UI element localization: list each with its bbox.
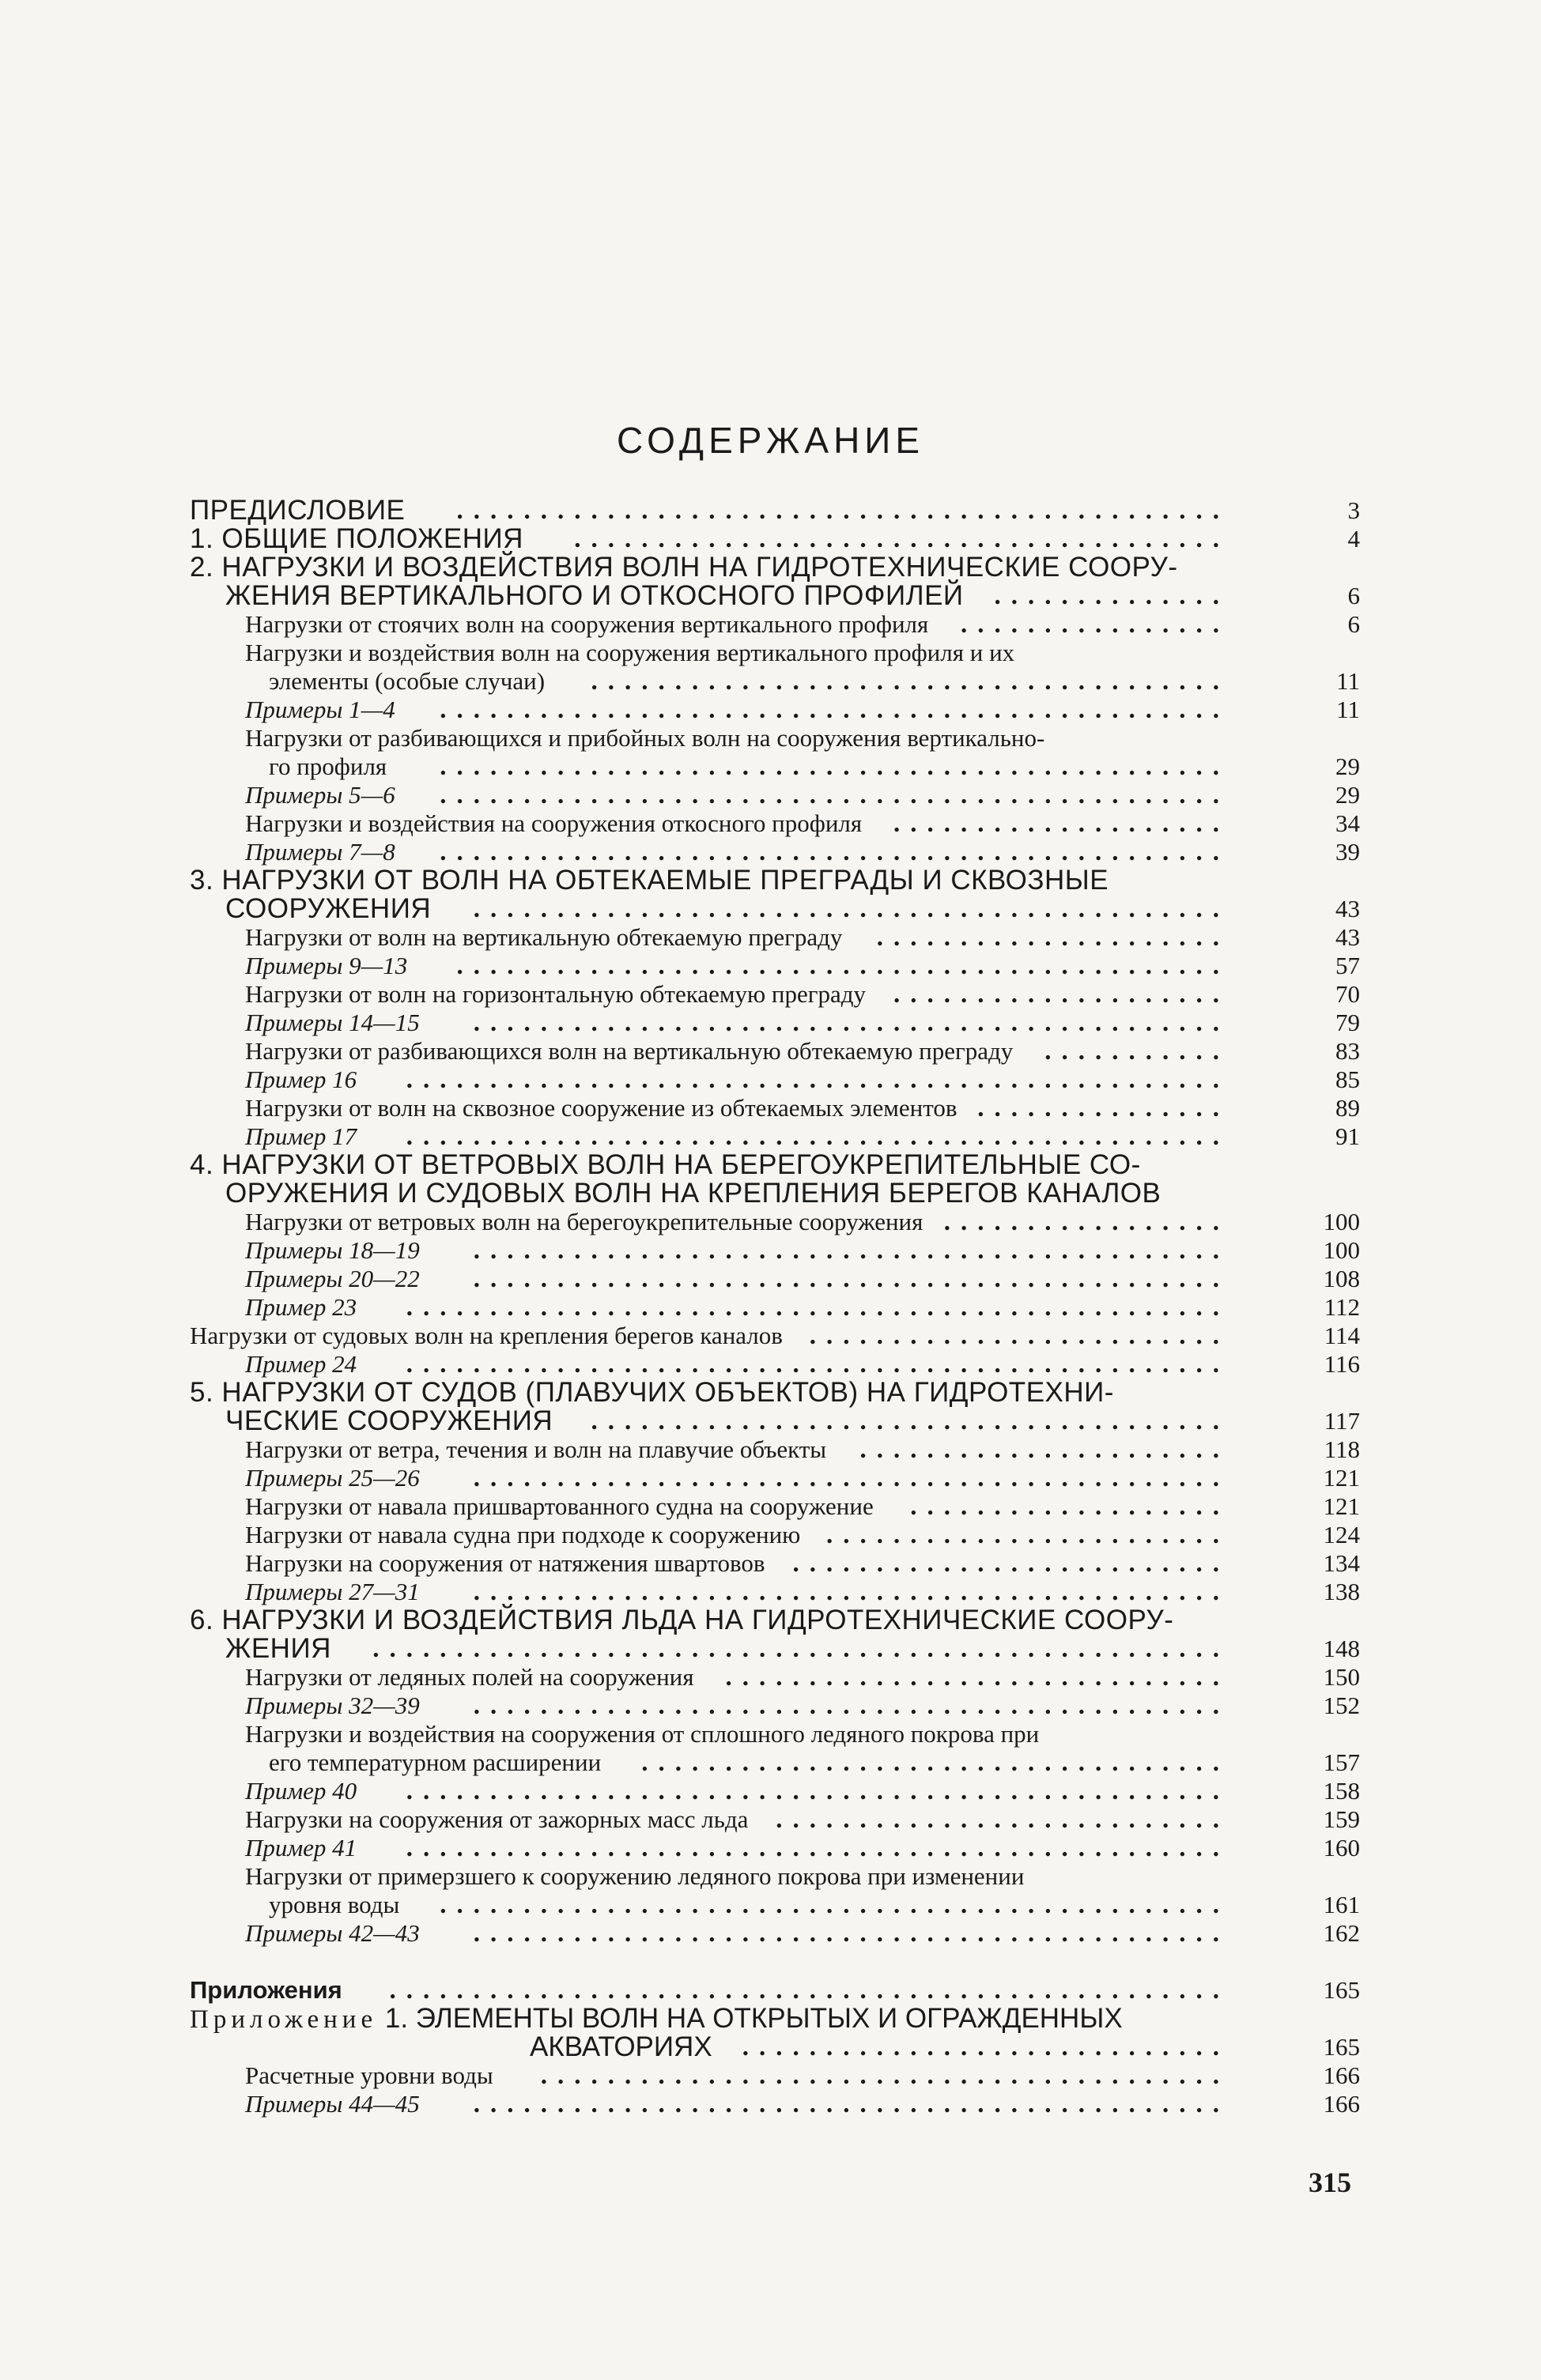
toc-entry-title: Примеры 1—4 — [245, 696, 395, 723]
toc-entry-title: Примеры 9—13 — [245, 952, 408, 979]
leader-dots: .............................................. — [456, 496, 1229, 525]
leader-dots: ......................... — [809, 1322, 1229, 1350]
toc-entry-page: 39 — [1335, 838, 1360, 866]
toc-entry-page: 89 — [1335, 1094, 1360, 1122]
toc-entry — [190, 1094, 1360, 1122]
toc-entry — [190, 1492, 1360, 1521]
toc-entry-page: 157 — [1323, 1748, 1360, 1776]
toc-entry — [190, 1692, 1360, 1720]
toc-entry-page: 100 — [1323, 1236, 1360, 1264]
toc-entry — [190, 1293, 1360, 1322]
toc-entry-title: ЖЕНИЯ ВЕРТИКАЛЬНОГО И ОТКОСНОГО ПРОФИЛЕЙ — [225, 580, 964, 611]
toc-entry-title: 5. НАГРУЗКИ ОТ СУДОВ (ПЛАВУЧИХ ОБЪЕКТОВ) НА ГИДРОТЕХНИ- — [190, 1377, 1114, 1408]
leader-dots: ........... — [1044, 1037, 1229, 1066]
toc-entry — [190, 1720, 1360, 1748]
toc-entry-title: элементы (особые случаи) — [269, 667, 546, 695]
toc-entry — [190, 923, 1360, 952]
toc-entry-page: 100 — [1323, 1208, 1360, 1235]
toc-entry — [190, 1379, 1360, 1407]
toc-entry-title: Пример 23 — [245, 1293, 357, 1321]
toc-entry — [190, 610, 1360, 639]
toc-entry-page: 6 — [1347, 610, 1360, 638]
toc-entry-title: Примеры 7—8 — [245, 838, 395, 866]
toc-entry-title: Нагрузки от волн на горизонтальную обтекаемую преграду — [245, 980, 866, 1008]
toc-entry — [190, 952, 1360, 980]
leader-dots: .............. — [994, 582, 1229, 610]
toc-entry — [190, 1037, 1360, 1066]
toc-entry-page: 29 — [1335, 781, 1360, 809]
toc-entry-title: Нагрузки от судовых волн на крепления берегов каналов — [190, 1322, 783, 1349]
toc-entry-page: 121 — [1323, 1464, 1360, 1492]
leader-dots: ...................................... — [591, 1407, 1229, 1435]
toc-entry — [190, 2005, 1360, 2033]
toc-entry-title: ЧЕСКИЕ СООРУЖЕНИЯ — [225, 1405, 553, 1436]
toc-entry-page: 161 — [1323, 1891, 1360, 1918]
toc-entry-title: Нагрузки от ветра, течения и волн на плавучие объекты — [245, 1435, 827, 1463]
toc-entry — [190, 496, 1360, 525]
toc-entry-title: Пример 17 — [245, 1122, 357, 1150]
toc-entry-page: 159 — [1323, 1805, 1360, 1833]
toc-entry-title: Нагрузки и воздействия на сооружения откосного профиля — [245, 809, 863, 837]
leader-dots: .............................................. — [456, 952, 1229, 980]
toc-entry-page: 83 — [1335, 1037, 1360, 1065]
leader-dots: .................... — [893, 980, 1229, 1009]
toc-entry — [190, 1265, 1360, 1293]
leader-dots: ............................................. — [473, 2090, 1229, 2118]
toc-entry-page: 114 — [1324, 1322, 1360, 1349]
toc-entry-title: Нагрузки от навала пришвартованного судна на сооружение — [245, 1492, 874, 1520]
toc-entry-title: Приложения — [190, 1976, 342, 2004]
toc-entry — [190, 1322, 1360, 1350]
toc-entry-title: 4. НАГРУЗКИ ОТ ВЕТРОВЫХ ВОЛН НА БЕРЕГОУКРЕПИТЕЛЬНЫЕ СО- — [190, 1149, 1141, 1180]
toc-entry — [190, 1663, 1360, 1692]
leader-dots: ......................................... — [540, 2061, 1229, 2090]
toc-entry-page: 43 — [1335, 895, 1360, 922]
toc-entry — [190, 1805, 1360, 1834]
leader-dots: ............................. — [742, 2033, 1229, 2061]
leader-dots: ................................................. — [406, 1834, 1229, 1862]
leader-dots: ................................................. — [406, 1350, 1229, 1379]
leader-dots: ............... — [977, 1094, 1229, 1122]
leader-dots: ............................................... — [440, 1891, 1229, 1919]
toc-entry-title: Нагрузки от навала судна при подходе к сооружению — [245, 1521, 801, 1548]
toc-entry-page: 165 — [1323, 2033, 1360, 2061]
toc-entry — [190, 1122, 1360, 1151]
toc-entry — [190, 667, 1360, 696]
toc-entry-title: ПРЕДИСЛОВИЕ — [190, 495, 406, 526]
toc-entry — [190, 1151, 1360, 1179]
toc-entry-page: 165 — [1323, 1976, 1360, 2004]
toc-entry-page: 152 — [1323, 1692, 1360, 1719]
toc-entry-title: Нагрузки от волн на вертикальную обтекаемую преграду — [245, 923, 843, 951]
toc-entry-title: Нагрузки от ледяных полей на сооружения — [245, 1663, 694, 1691]
leader-dots: ................................................. — [406, 1066, 1229, 1094]
toc-entry — [190, 866, 1360, 895]
leader-dots: ...................... — [859, 1435, 1229, 1464]
toc-entry — [190, 1976, 1360, 2005]
toc-entry-page: 124 — [1323, 1521, 1360, 1548]
toc-entry-title: Нагрузки от волн на сквозное сооружение из обтекаемых элементов — [245, 1094, 957, 1122]
toc-entry — [190, 553, 1360, 582]
toc-entry — [190, 1350, 1360, 1379]
toc-entry-title: Пример 41 — [245, 1834, 357, 1861]
toc-entry-page: 134 — [1323, 1549, 1360, 1577]
toc-entry-page: 34 — [1335, 809, 1360, 837]
toc-entry — [190, 781, 1360, 809]
leader-dots: ................. — [943, 1208, 1229, 1236]
toc-entry-title: его температурном расширении — [269, 1748, 602, 1776]
leader-dots: .............................. — [725, 1663, 1229, 1692]
toc-entry-title: го профиля — [269, 752, 387, 780]
toc-entry-title: уровня воды — [269, 1891, 400, 1918]
toc-entry-title: СООРУЖЕНИЯ — [225, 893, 432, 924]
toc-entry-title: Нагрузки на сооружения от зажорных масс льда — [245, 1805, 749, 1833]
toc-entry — [190, 1777, 1360, 1805]
toc-entry — [190, 980, 1360, 1009]
toc-entry — [190, 2061, 1360, 2090]
toc-entry — [190, 1635, 1360, 1663]
leader-dots: .................................................. — [389, 1976, 1229, 2005]
toc-entry — [190, 838, 1360, 866]
table-of-contents — [190, 496, 1360, 2118]
page-number: 315 — [1309, 2167, 1351, 2198]
toc-entry-page: 3 — [1347, 496, 1360, 524]
toc-entry-title: Нагрузки от разбивающихся волн на вертикальную обтекаемую преграду — [245, 1037, 1014, 1065]
toc-entry-page: 112 — [1324, 1293, 1360, 1321]
toc-entry-title: Нагрузки от разбивающихся и прибойных волн на сооружения вертикально- — [245, 724, 1045, 752]
toc-entry-page: 29 — [1335, 752, 1360, 780]
page-title: СОДЕРЖАНИЕ — [616, 420, 925, 461]
toc-entry-title: Нагрузки на сооружения от натяжения швартовов — [245, 1549, 765, 1577]
toc-entry-page: 57 — [1335, 952, 1360, 979]
toc-entry — [190, 1748, 1360, 1777]
toc-entry-title: АКВАТОРИЯХ — [530, 2031, 712, 2062]
toc-entry — [190, 1464, 1360, 1492]
leader-dots: ................... — [910, 1492, 1229, 1521]
toc-entry — [190, 1435, 1360, 1464]
toc-entry-title: ЖЕНИЯ — [225, 1633, 331, 1664]
toc-entry-page: 85 — [1335, 1066, 1360, 1093]
toc-entry — [190, 1862, 1360, 1891]
leader-dots: .......................... — [792, 1549, 1229, 1578]
toc-entry-title — [190, 2005, 1123, 2034]
toc-entry — [190, 1578, 1360, 1606]
toc-entry — [190, 639, 1360, 667]
toc-entry-title: Пример 16 — [245, 1066, 357, 1093]
toc-entry — [190, 1208, 1360, 1236]
toc-entry — [190, 724, 1360, 752]
toc-entry-page: 138 — [1323, 1578, 1360, 1605]
leader-dots: ................................................. — [406, 1122, 1229, 1151]
toc-entry-title-text: 1. ЭЛЕМЕНТЫ ВОЛН НА ОТКРЫТЫХ И ОГРАЖДЕННЫХ — [377, 2003, 1123, 2034]
leader-dots: ............................................... — [440, 781, 1229, 809]
toc-entry — [190, 1179, 1360, 1208]
toc-entry — [190, 2090, 1360, 2118]
toc-entry-page: 166 — [1323, 2061, 1360, 2089]
leader-dots: ............................................. — [473, 1009, 1229, 1037]
toc-entry-title: Расчетные уровни воды — [245, 2061, 493, 2089]
toc-entry-page: 148 — [1323, 1635, 1360, 1662]
toc-entry-title: Примеры 14—15 — [245, 1009, 420, 1036]
toc-entry-page: 11 — [1336, 667, 1360, 695]
toc-entry-page: 43 — [1335, 923, 1360, 951]
toc-entry — [190, 696, 1360, 724]
leader-dots: ............................................. — [473, 1236, 1229, 1265]
leader-dots: ............................................. — [473, 1265, 1229, 1293]
leader-dots: ................................... — [641, 1748, 1229, 1777]
leader-dots: ........................... — [776, 1805, 1229, 1834]
toc-entry-title: Пример 40 — [245, 1777, 357, 1805]
leader-dots: ........................ — [826, 1521, 1229, 1549]
toc-entry — [190, 1549, 1360, 1578]
toc-gap — [190, 1948, 1360, 1976]
toc-entry-page: 6 — [1347, 582, 1360, 609]
leader-dots: ................................................. — [406, 1293, 1229, 1322]
leader-dots: ............................................... — [440, 696, 1229, 724]
toc-entry-page: 108 — [1323, 1265, 1360, 1292]
toc-entry-page: 162 — [1323, 1919, 1360, 1947]
toc-entry — [190, 1919, 1360, 1948]
toc-entry-page: 79 — [1335, 1009, 1360, 1036]
leader-dots: .................... — [893, 809, 1229, 838]
toc-entry-title: Примеры 42—43 — [245, 1919, 420, 1947]
leader-dots: ................................................. — [406, 1777, 1229, 1805]
toc-entry-title: Примеры 20—22 — [245, 1265, 420, 1292]
toc-entry — [190, 1236, 1360, 1265]
toc-entry-title: Нагрузки от ветровых волн на берегоукрепительные сооружения — [245, 1208, 923, 1235]
toc-entry-title: Нагрузки от стоячих волн на сооружения вертикального профиля — [245, 610, 929, 638]
leader-dots: ....................................... — [574, 525, 1229, 553]
leader-dots: ................ — [961, 610, 1229, 639]
toc-entry-page: 117 — [1324, 1407, 1360, 1435]
toc-entry — [190, 1009, 1360, 1037]
toc-entry-title: Нагрузки от примерзшего к сооружению ледяного покрова при изменении — [245, 1862, 1025, 1890]
toc-entry-title: Примеры 44—45 — [245, 2090, 420, 2118]
leader-dots: ............................................. — [473, 1464, 1229, 1492]
toc-entry-page: 118 — [1324, 1435, 1360, 1463]
toc-entry-page: 91 — [1335, 1122, 1360, 1150]
toc-entry-page: 4 — [1347, 525, 1360, 553]
toc-entry — [190, 752, 1360, 781]
toc-entry-page: 150 — [1323, 1663, 1360, 1691]
toc-entry — [190, 809, 1360, 838]
toc-entry — [190, 2033, 1360, 2061]
toc-entry-title: Примеры 18—19 — [245, 1236, 420, 1264]
leader-dots: ..................... — [876, 923, 1229, 952]
toc-entry-title: 6. НАГРУЗКИ И ВОЗДЕЙСТВИЯ ЛЬДА НА ГИДРОТЕХНИЧЕСКИЕ СООРУ- — [190, 1605, 1174, 1635]
leader-dots: ............................................. — [473, 1692, 1229, 1720]
leader-dots: ............................................... — [440, 838, 1229, 866]
toc-entry-page: 166 — [1323, 2090, 1360, 2118]
toc-entry-title: Примеры 25—26 — [245, 1464, 420, 1492]
leader-dots: ............................................. — [473, 1578, 1229, 1606]
toc-entry-title: 3. НАГРУЗКИ ОТ ВОЛН НА ОБТЕКАЕМЫЕ ПРЕГРАДЫ И СКВОЗНЫЕ — [190, 865, 1109, 896]
toc-entry — [190, 1891, 1360, 1919]
toc-entry-page: 158 — [1323, 1777, 1360, 1805]
leader-dots: ............................................. — [473, 895, 1229, 923]
toc-entry — [190, 895, 1360, 923]
toc-entry-prefix: Приложение — [190, 2005, 378, 2034]
toc-entry-page: 11 — [1336, 696, 1360, 723]
toc-entry-title: Примеры 5—6 — [245, 781, 395, 809]
leader-dots: ...................................... — [591, 667, 1229, 696]
toc-entry-title: Примеры 27—31 — [245, 1578, 420, 1605]
toc-entry — [190, 525, 1360, 553]
toc-entry — [190, 1521, 1360, 1549]
toc-entry-title: Примеры 32—39 — [245, 1692, 420, 1719]
toc-entry — [190, 1606, 1360, 1635]
leader-dots: ............................................... — [440, 752, 1229, 781]
toc-entry-page: 160 — [1323, 1834, 1360, 1861]
toc-entry-page: 70 — [1335, 980, 1360, 1008]
toc-entry-title: ОРУЖЕНИЯ И СУДОВЫХ ВОЛН НА КРЕПЛЕНИЯ БЕРЕГОВ КАНАЛОВ — [225, 1178, 1161, 1209]
toc-entry — [190, 1066, 1360, 1094]
toc-entry-title: Пример 24 — [245, 1350, 357, 1378]
toc-entry-title: 1. ОБЩИЕ ПОЛОЖЕНИЯ — [190, 523, 523, 554]
toc-entry-title: 2. НАГРУЗКИ И ВОЗДЕЙСТВИЯ ВОЛН НА ГИДРОТЕХНИЧЕСКИЕ СООРУ- — [190, 552, 1178, 583]
toc-entry — [190, 1834, 1360, 1862]
leader-dots: ................................................... — [372, 1635, 1229, 1663]
toc-entry — [190, 582, 1360, 610]
toc-entry-title: Нагрузки и воздействия волн на сооружения вертикального профиля и их — [245, 639, 1015, 666]
toc-entry-page: 116 — [1324, 1350, 1360, 1378]
toc-entry-page: 121 — [1323, 1492, 1360, 1520]
toc-entry — [190, 1407, 1360, 1435]
leader-dots: ............................................. — [473, 1919, 1229, 1948]
toc-entry-title: Нагрузки и воздействия на сооружения от сплошного ледяного покрова при — [245, 1720, 1040, 1748]
